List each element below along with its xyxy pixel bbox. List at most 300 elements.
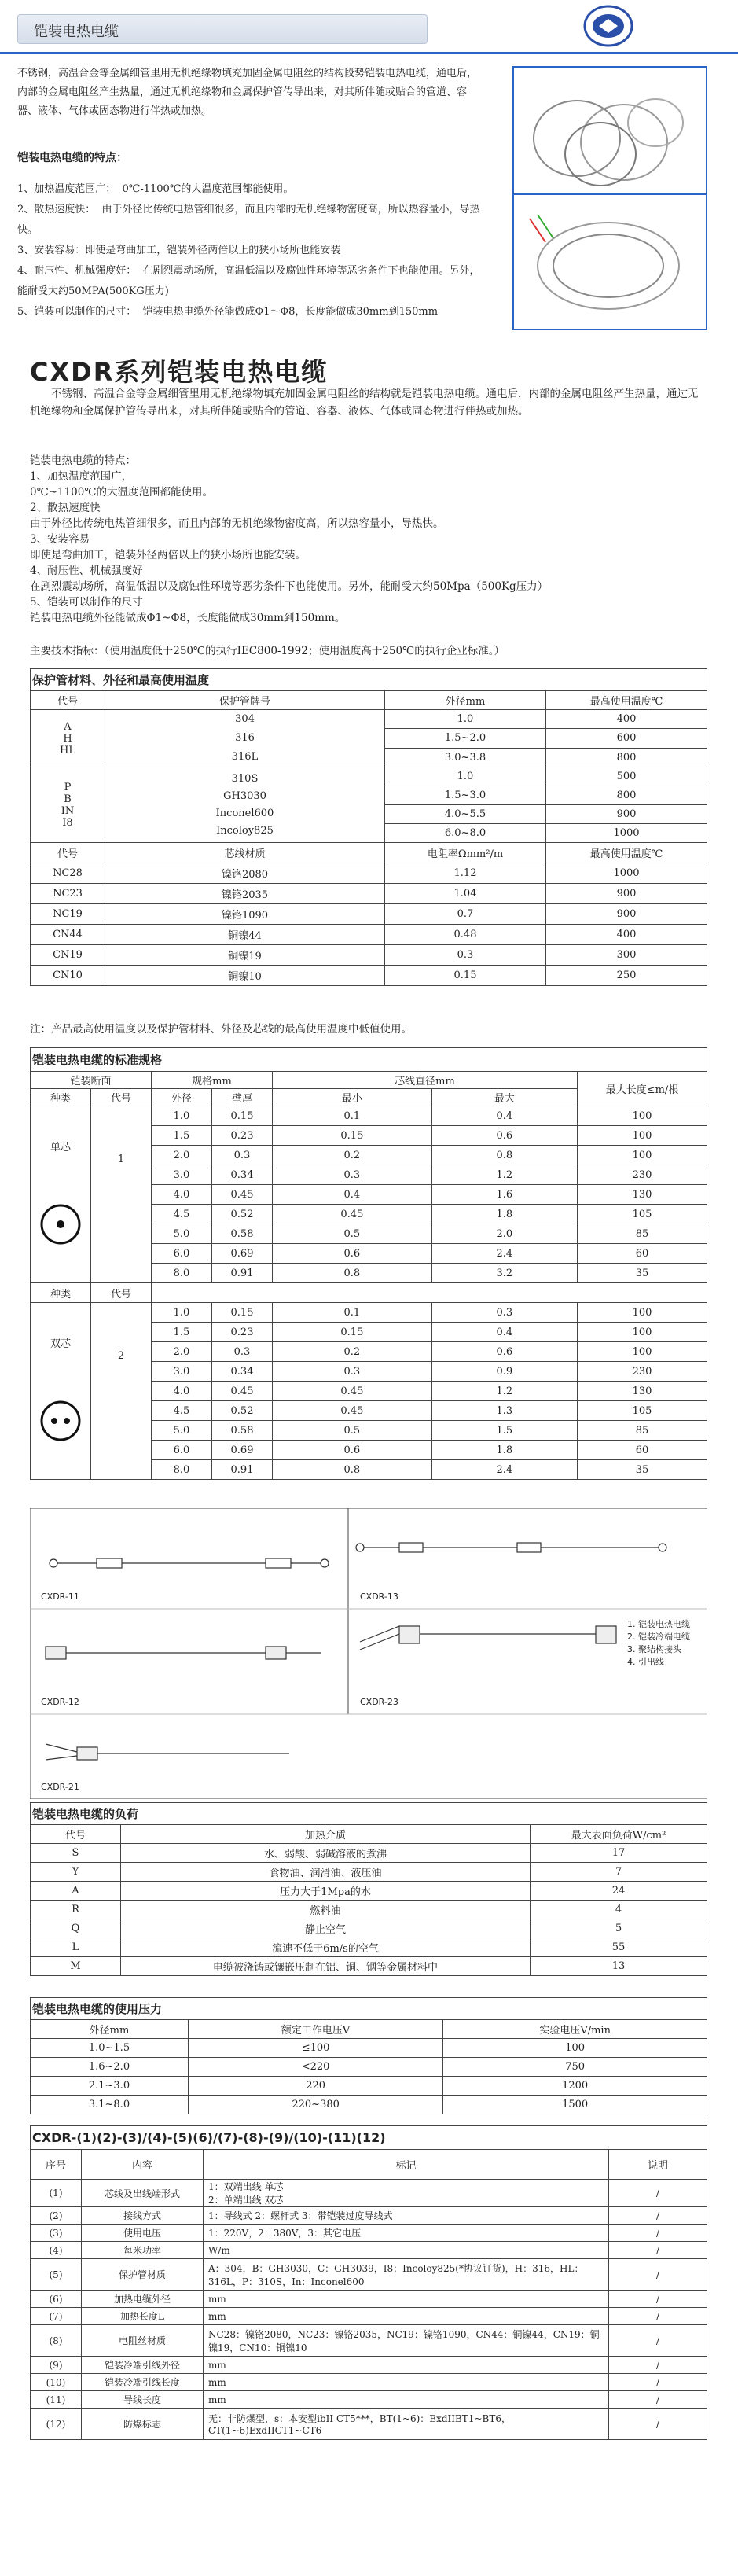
- table-cell: 1.5: [152, 1126, 212, 1146]
- table-cell: 600: [546, 729, 707, 748]
- table-cell: 8.0: [152, 1264, 212, 1283]
- table-cell: 0.6: [273, 1244, 432, 1264]
- table-cell: 750: [443, 2058, 707, 2077]
- cable-diagrams: [30, 1508, 707, 1799]
- table-cell: 0.5: [273, 1421, 432, 1441]
- page-title: 铠装电热电缆: [34, 24, 119, 40]
- table-cell: 0.4: [431, 1106, 577, 1126]
- table-cell: 0.3: [273, 1165, 432, 1185]
- table-cell: 3.1~8.0: [31, 2096, 189, 2114]
- table-cell: 1.5: [152, 1323, 212, 1342]
- feature2-line: 2、散热速度快: [30, 502, 101, 514]
- table-cell: 0.8: [273, 1460, 432, 1480]
- table-cell: mm: [204, 2291, 609, 2308]
- table-header: 最大长度≤m/根: [578, 1072, 707, 1106]
- standard-spec-table: [30, 1047, 707, 1480]
- double-core-section-icon: [37, 1397, 84, 1444]
- protection-tube-table: [30, 668, 707, 986]
- table-cell: A: [31, 1882, 121, 1901]
- table-cell: 1500: [443, 2096, 707, 2114]
- table-header: 种类: [31, 1089, 91, 1106]
- table-cell: 5.0: [152, 1224, 212, 1244]
- table-cell: (11): [31, 2391, 82, 2409]
- table-row: [31, 2374, 707, 2391]
- table-cell: /: [609, 2308, 707, 2325]
- table-cell: 1200: [443, 2077, 707, 2096]
- feature2-line: 5、铠装可以制作的尺寸: [30, 596, 143, 609]
- table-cell: 0.7: [385, 904, 546, 925]
- table-header: 最小: [273, 1089, 432, 1106]
- table-cell: <220: [188, 2058, 442, 2077]
- feature-item: 2、散热速度快： 由于外径比传统电热管细很多，而且内部的无机绝缘物密度高，所以热容量小，导热快。: [17, 204, 480, 236]
- table-cell: 1.8: [431, 1205, 577, 1224]
- table-cell: 镍铬1090: [105, 904, 385, 925]
- table-cell: (9): [31, 2357, 82, 2374]
- table-cell: 加热长度L: [82, 2308, 204, 2325]
- table-cell: 1.3: [431, 1401, 577, 1421]
- table-cell: 800: [546, 748, 707, 767]
- table-cell: 400: [546, 710, 707, 729]
- table-header: 代号: [31, 1825, 121, 1844]
- feature2-line: 4、耐压性、机械强度好: [30, 565, 143, 577]
- diagram-label: CXDR-23: [360, 1697, 398, 1707]
- table-header: 保护管牌号: [105, 691, 385, 710]
- section-code-cell: 2: [91, 1303, 152, 1480]
- table-cell: 13: [531, 1957, 707, 1976]
- table-cell: A：304，B：GH3030，C：GH3039，I8：Incoloy825(*协议订货)，H：316，HL：316L，P：310S，In：Inconel600: [204, 2259, 609, 2291]
- single-core-section-icon: [37, 1201, 84, 1248]
- feature2-line: 在剧烈震动场所，高温低温以及腐蚀性环境等恶劣条件下也能使用。另外，能耐受大约50Mpa（500Kg压力）: [30, 580, 549, 593]
- table-cell: 5.0: [152, 1421, 212, 1441]
- table-cell: (6): [31, 2291, 82, 2308]
- table-header: 额定工作电压V: [188, 2020, 442, 2039]
- table-cell: 0.45: [273, 1382, 432, 1401]
- table-cell: 压力大于1Mpa的水: [121, 1882, 531, 1901]
- table-cell: 900: [546, 904, 707, 925]
- table-cell: 85: [578, 1224, 707, 1244]
- table-cell: 1.0: [385, 710, 546, 729]
- table-cell: 电阻丝材质: [82, 2325, 204, 2357]
- table-cell: 4: [531, 1901, 707, 1919]
- table-cell: 220: [188, 2077, 442, 2096]
- table-header: 代号: [91, 1089, 152, 1106]
- table-cell: 0.15: [385, 966, 546, 986]
- table-header: 代号: [31, 691, 105, 710]
- table-cell: 0.91: [212, 1460, 273, 1480]
- table-cell: 1.5: [431, 1421, 577, 1441]
- table-cell: 17: [531, 1844, 707, 1863]
- table-cell: 燃料油: [121, 1901, 531, 1919]
- table-cell: 0.58: [212, 1224, 273, 1244]
- table-header: 种类: [31, 1283, 91, 1303]
- table-cell: 0.9: [431, 1362, 577, 1382]
- table-cell: (4): [31, 2242, 82, 2259]
- table-cell: 防爆标志: [82, 2409, 204, 2440]
- table-cell: mm: [204, 2308, 609, 2325]
- table-cell: 7: [531, 1863, 707, 1882]
- table-cell: 0.52: [212, 1205, 273, 1224]
- table-cell: 105: [578, 1401, 707, 1421]
- table-cell: 3.2: [431, 1264, 577, 1283]
- table-cell: /: [609, 2207, 707, 2225]
- table-cell: 3.0: [152, 1362, 212, 1382]
- table-cell: 1：导线式 2：螺杆式 3：带铠装过度导线式: [204, 2207, 609, 2225]
- table-cell: 0.48: [385, 925, 546, 945]
- table-cell: 0.6: [273, 1441, 432, 1460]
- table-cell: /: [609, 2225, 707, 2242]
- table-cell: 1.0: [152, 1303, 212, 1323]
- legend-item: 1. 铠装电热电缆: [627, 1619, 690, 1629]
- table-cell: 100: [578, 1303, 707, 1323]
- table-cell: 流速不低于6m/s的空气: [121, 1938, 531, 1957]
- table-header: 实验电压V/min: [443, 2020, 707, 2039]
- table-cell: 0.45: [273, 1205, 432, 1224]
- table-cell: 24: [531, 1882, 707, 1901]
- table-cell: 2.0: [152, 1342, 212, 1362]
- table-cell: Y: [31, 1863, 121, 1882]
- table-cell: 4.5: [152, 1401, 212, 1421]
- table-cell: 100: [578, 1323, 707, 1342]
- legend-item: 3. 聚结构接头: [627, 1644, 681, 1654]
- table-cell: 铠装冷端引线外径: [82, 2357, 204, 2374]
- table-cell: /: [609, 2374, 707, 2391]
- table-cell: ≤100: [188, 2039, 442, 2058]
- table-cell: NC28: [31, 863, 105, 884]
- table-cell: 0.3: [212, 1146, 273, 1165]
- table-cell: 保护管材质: [82, 2259, 204, 2291]
- diagram-label: CXDR-13: [360, 1592, 398, 1602]
- table-row: [31, 1106, 707, 1126]
- table-cell: 静止空气: [121, 1919, 531, 1938]
- table-cell: 1.04: [385, 884, 546, 904]
- table-cell: 0.8: [273, 1264, 432, 1283]
- table-cell: 芯线及出线端形式: [82, 2180, 204, 2207]
- feature2-line: 1、加热温度范围广，: [30, 470, 133, 483]
- table-row: [31, 1303, 707, 1323]
- table-cell: 310S GH3030 Inconel600 Incoloy825: [105, 767, 385, 843]
- table-cell: 铜镍44: [105, 925, 385, 945]
- table-cell: 500: [546, 767, 707, 786]
- table-cell: 无：非防爆型，s：本安型ibII CT5***，BT(1~6)：ExdIIBT1~BT6，CT(1~6)ExdIICT1~CT6: [204, 2409, 609, 2440]
- table-cell: 100: [443, 2039, 707, 2058]
- feature2-line: 0℃~1100℃的大温度范围都能使用。: [30, 486, 213, 499]
- table-cell: 0.6: [431, 1126, 577, 1146]
- table-cell: P B IN I8: [31, 767, 105, 843]
- table-cell: 0.3: [212, 1342, 273, 1362]
- pressure-table: [30, 1997, 707, 2114]
- table-cell: 0.58: [212, 1421, 273, 1441]
- table-cell: 0.91: [212, 1264, 273, 1283]
- feature2-line: 由于外径比传统电热管细很多，而且内部的无机绝缘物密度高，所以热容量小，导热快。: [30, 517, 444, 530]
- company-logo: [582, 3, 635, 49]
- table-cell: 镍铬2035: [105, 884, 385, 904]
- table-cell: 1.6: [431, 1185, 577, 1205]
- table-header: 壁厚: [212, 1089, 273, 1106]
- table-cell: (1): [31, 2180, 82, 2207]
- table-cell: 35: [578, 1264, 707, 1283]
- table-header: 说明: [609, 2150, 707, 2180]
- section-type-cell: [31, 1106, 91, 1283]
- table-cell: 400: [546, 925, 707, 945]
- table-cell: 电缆被浇铸或镶嵌压制在铝、铜、钢等金属材料中: [121, 1957, 531, 1976]
- table-cell: 900: [546, 884, 707, 904]
- table-cell: 0.3: [273, 1362, 432, 1382]
- table-cell: 0.5: [273, 1224, 432, 1244]
- table-cell: 铠装冷端引线长度: [82, 2374, 204, 2391]
- table-title: 铠装电热电缆的标准规格: [31, 1048, 707, 1072]
- table-cell: 1.5~2.0: [385, 729, 546, 748]
- table-cell: mm: [204, 2357, 609, 2374]
- table-cell: 0.15: [212, 1106, 273, 1126]
- section-type-cell: [31, 1303, 91, 1480]
- table-cell: 300: [546, 945, 707, 966]
- table-cell: 0.23: [212, 1323, 273, 1342]
- table-cell: 0.2: [273, 1146, 432, 1165]
- table-cell: 2.4: [431, 1244, 577, 1264]
- table-header: 规格mm: [152, 1072, 273, 1089]
- table-cell: 0.45: [212, 1382, 273, 1401]
- table-cell: 3.0~3.8: [385, 748, 546, 767]
- features-list-2: [30, 453, 714, 626]
- table-cell: 0.45: [212, 1185, 273, 1205]
- table-cell: 2.0: [431, 1224, 577, 1244]
- table-cell: 0.4: [431, 1323, 577, 1342]
- product-photo-cables: [512, 193, 707, 330]
- table-cell: (10): [31, 2374, 82, 2391]
- table-cell: 0.15: [273, 1126, 432, 1146]
- table-cell: 铜镍10: [105, 966, 385, 986]
- table-row: [31, 2225, 707, 2242]
- table-cell: 0.6: [431, 1342, 577, 1362]
- features-title: 铠装电热电缆的特点：: [17, 152, 127, 164]
- table-row: [31, 2391, 707, 2409]
- table-row: [31, 2180, 707, 2207]
- table-cell: 230: [578, 1165, 707, 1185]
- diagram-label: CXDR-21: [41, 1782, 79, 1792]
- table-cell: 使用电压: [82, 2225, 204, 2242]
- table-cell: 1000: [546, 824, 707, 843]
- table-cell: CN44: [31, 925, 105, 945]
- table-header: 铠装断面: [31, 1072, 152, 1089]
- table-cell: 0.8: [431, 1146, 577, 1165]
- table-row: [31, 2207, 707, 2225]
- table-cell: 0.69: [212, 1441, 273, 1460]
- table-cell: 1000: [546, 863, 707, 884]
- table-cell: /: [609, 2409, 707, 2440]
- table-cell: (2): [31, 2207, 82, 2225]
- load-table: [30, 1802, 707, 1976]
- table-cell: 导线长度: [82, 2391, 204, 2409]
- table-cell: NC28：镍铬2080，NC23：镍铬2035，NC19：镍铬1090，CN44：铜镍44，CN19：铜镍19，CN10：铜镍10: [204, 2325, 609, 2357]
- table-cell: 0.2: [273, 1342, 432, 1362]
- table-title: 铠装电热电缆的负荷: [31, 1803, 707, 1825]
- table-cell: 0.15: [212, 1303, 273, 1323]
- table-cell: 0.69: [212, 1244, 273, 1264]
- table-row: [31, 1283, 707, 1303]
- table-cell: 2.1~3.0: [31, 2077, 189, 2096]
- table-cell: 6.0~8.0: [385, 824, 546, 843]
- table-cell: 130: [578, 1382, 707, 1401]
- table-cell: 100: [578, 1146, 707, 1165]
- table-header: 代号: [91, 1283, 152, 1303]
- feature-item: 1、加热温度范围广： 0℃-1100℃的大温度范围都能使用。: [17, 183, 294, 195]
- table-cell: 55: [531, 1938, 707, 1957]
- table-cell: 1.0: [385, 767, 546, 786]
- table-cell: 0.4: [273, 1185, 432, 1205]
- table-title: 保护管材料、外径和最高使用温度: [31, 669, 707, 691]
- table-cell: 食物油、润滑油、液压油: [121, 1863, 531, 1882]
- table-cell: 100: [578, 1126, 707, 1146]
- table-cell: 220~380: [188, 2096, 442, 2114]
- table-row: [31, 2259, 707, 2291]
- diagram-label: CXDR-11: [41, 1592, 79, 1602]
- table-cell: (8): [31, 2325, 82, 2357]
- table-cell: (3): [31, 2225, 82, 2242]
- table-cell: 35: [578, 1460, 707, 1480]
- table-cell: 100: [578, 1106, 707, 1126]
- table-cell: 0.34: [212, 1362, 273, 1382]
- table-row: [31, 2325, 707, 2357]
- table-header: 外径mm: [385, 691, 546, 710]
- cable-diagram-drawings: [30, 1508, 707, 1799]
- table-cell: 2.4: [431, 1460, 577, 1480]
- table-header: 序号: [31, 2150, 82, 2180]
- table-row: [31, 2242, 707, 2259]
- table-title: 铠装电热电缆的使用压力: [31, 1998, 707, 2020]
- table-cell: 1：220V，2：380V，3：其它电压: [204, 2225, 609, 2242]
- table-cell: 304 316 316L: [105, 710, 385, 767]
- section-code-cell: 1: [91, 1106, 152, 1283]
- table-header: 芯线材质: [105, 843, 385, 863]
- table-cell: 105: [578, 1205, 707, 1224]
- table-cell: 0.15: [273, 1323, 432, 1342]
- table-cell: NC23: [31, 884, 105, 904]
- table-cell: 每米功率: [82, 2242, 204, 2259]
- table-cell: 250: [546, 966, 707, 986]
- table-cell: 1.0~1.5: [31, 2039, 189, 2058]
- table-cell: 3.0: [152, 1165, 212, 1185]
- table-cell: /: [609, 2259, 707, 2291]
- table-cell: /: [609, 2242, 707, 2259]
- table-cell: /: [609, 2391, 707, 2409]
- table-cell: 0.3: [431, 1303, 577, 1323]
- table-cell: 5: [531, 1919, 707, 1938]
- table-cell: /: [609, 2357, 707, 2374]
- table-cell: 1.12: [385, 863, 546, 884]
- table-header: 最高使用温度℃: [546, 691, 707, 710]
- table-cell: CN19: [31, 945, 105, 966]
- intro-text: 不锈钢，高温合金等金属细管里用无机绝缘物填充加固金属电阻丝的结构段势铠装电热电缆，通电后，内部的金属电阻丝产生热量，通过无机绝缘物和金属保护管传导出来，对其所伴随或贴合的管道、容器、液体、气体或固态物进行伴热或加热。: [17, 68, 478, 117]
- table-cell: mm: [204, 2391, 609, 2409]
- section-type-label: 单芯: [50, 1141, 71, 1154]
- table-header: 最高使用温度℃: [546, 843, 707, 863]
- table-cell: mm: [204, 2374, 609, 2391]
- table-cell: 1.2: [431, 1165, 577, 1185]
- feature-item: 4、耐压性、机械强度好： 在剧烈震动场所，高温低温以及腐蚀性环境等恶劣条件下也能使用。另外，能耐受大约50MPA(500KG压力): [17, 265, 480, 297]
- table-cell: 4.0: [152, 1185, 212, 1205]
- table-cell: NC19: [31, 904, 105, 925]
- table-cell: 铜镍19: [105, 945, 385, 966]
- table-header: 加热介质: [121, 1825, 531, 1844]
- feature-item: 3、安装容易：即使是弯曲加工，铠装外径两倍以上的狭小场所也能安装: [17, 245, 341, 256]
- table-cell: 0.1: [273, 1106, 432, 1126]
- table-header: 电阻率Ωmm²/m: [385, 843, 546, 863]
- table-cell: 0.45: [273, 1401, 432, 1421]
- table-cell: 60: [578, 1244, 707, 1264]
- table-title: CXDR-(1)(2)-(3)/(4)-(5)(6)/(7)-(8)-(9)/(10)-(11)(12): [31, 2126, 707, 2150]
- table-header: 外径: [152, 1089, 212, 1106]
- table-header: 代号: [31, 843, 105, 863]
- table-cell: /: [609, 2180, 707, 2207]
- header-title-box: [17, 14, 428, 44]
- table-cell: 加热电缆外径: [82, 2291, 204, 2308]
- table-cell: 130: [578, 1185, 707, 1205]
- header-bar: [0, 0, 738, 54]
- table-cell: 接线方式: [82, 2207, 204, 2225]
- features-list: [17, 179, 489, 322]
- tech-spec-note: 主要技术指标：（使用温度低于250℃的执行IEC800-1992；使用温度高于250℃的执行企业标准。）: [30, 645, 505, 657]
- table-cell: S: [31, 1844, 121, 1863]
- table-cell: 8.0: [152, 1460, 212, 1480]
- table-cell: 0.52: [212, 1401, 273, 1421]
- feature2-line: 3、安装容易: [30, 533, 90, 546]
- table-cell: Q: [31, 1919, 121, 1938]
- feature2-line: 即使是弯曲加工，铠装外径两倍以上的狭小场所也能安装。: [30, 549, 306, 561]
- diagram-legend: [627, 1618, 690, 1669]
- table-header: 芯线直径mm: [273, 1072, 578, 1089]
- table-cell: 0.1: [273, 1303, 432, 1323]
- section-type-label: 双芯: [50, 1338, 71, 1350]
- table-cell: 4.0: [152, 1382, 212, 1401]
- table-cell: 85: [578, 1421, 707, 1441]
- table-row: [31, 2409, 707, 2440]
- table-cell: 1.5~3.0: [385, 786, 546, 805]
- table-header: 最大: [431, 1089, 577, 1106]
- table-header: 标记: [204, 2150, 609, 2180]
- table-cell: 1.8: [431, 1441, 577, 1460]
- legend-item: 4. 引出线: [627, 1657, 664, 1667]
- table-cell: 1.0: [152, 1106, 212, 1126]
- table-note: 注：产品最高使用温度以及保护管材料、外径及芯线的最高使用温度中低值使用。: [30, 1023, 412, 1036]
- feature-item: 5、铠装可以制作的尺寸： 铠装电热电缆外径能做成Φ1～Φ8，长度能做成30mm到150mm: [17, 306, 439, 318]
- table-cell: 4.0~5.5: [385, 805, 546, 824]
- feature2-line: 铠装电热电缆的特点：: [30, 454, 136, 467]
- legend-item: 2. 铠装冷端电缆: [627, 1632, 690, 1642]
- table-cell: 6.0: [152, 1244, 212, 1264]
- table-cell: /: [609, 2325, 707, 2357]
- series-description: 不锈钢、高温合金等金属细管里用无机绝缘物填充加固金属电阻丝的结构就是铠装电热电缆。通电后，内部的金属电阻丝产生热量，通过无机绝缘物和金属保护管传导出来，对其所伴随或贴合的管道、容器、液体、气体或固态物进行伴热或加热。: [30, 388, 699, 418]
- table-cell: 1.2: [431, 1382, 577, 1401]
- table-cell: (12): [31, 2409, 82, 2440]
- table-cell: (7): [31, 2308, 82, 2325]
- table-cell: 1：双端出线 单芯 2：单端出线 双芯: [204, 2180, 609, 2207]
- table-cell: L: [31, 1938, 121, 1957]
- table-cell: 水、弱酸、弱碱溶液的煮沸: [121, 1844, 531, 1863]
- table-cell: /: [609, 2291, 707, 2308]
- table-cell: 800: [546, 786, 707, 805]
- table-cell: 4.5: [152, 1205, 212, 1224]
- table-cell: 0.3: [385, 945, 546, 966]
- table-cell: 1.6~2.0: [31, 2058, 189, 2077]
- series-title: CXDR系列铠装电热电缆: [30, 357, 329, 387]
- table-cell: 60: [578, 1441, 707, 1460]
- table-cell: 0.34: [212, 1165, 273, 1185]
- table-cell: 100: [578, 1342, 707, 1362]
- feature2-line: 铠装电热电缆外径能做成Φ1~Φ8，长度能做成30mm到150mm。: [30, 612, 346, 624]
- table-header: 最大表面负荷W/cm²: [531, 1825, 707, 1844]
- table-header: 内容: [82, 2150, 204, 2180]
- diagram-label: CXDR-12: [41, 1697, 79, 1707]
